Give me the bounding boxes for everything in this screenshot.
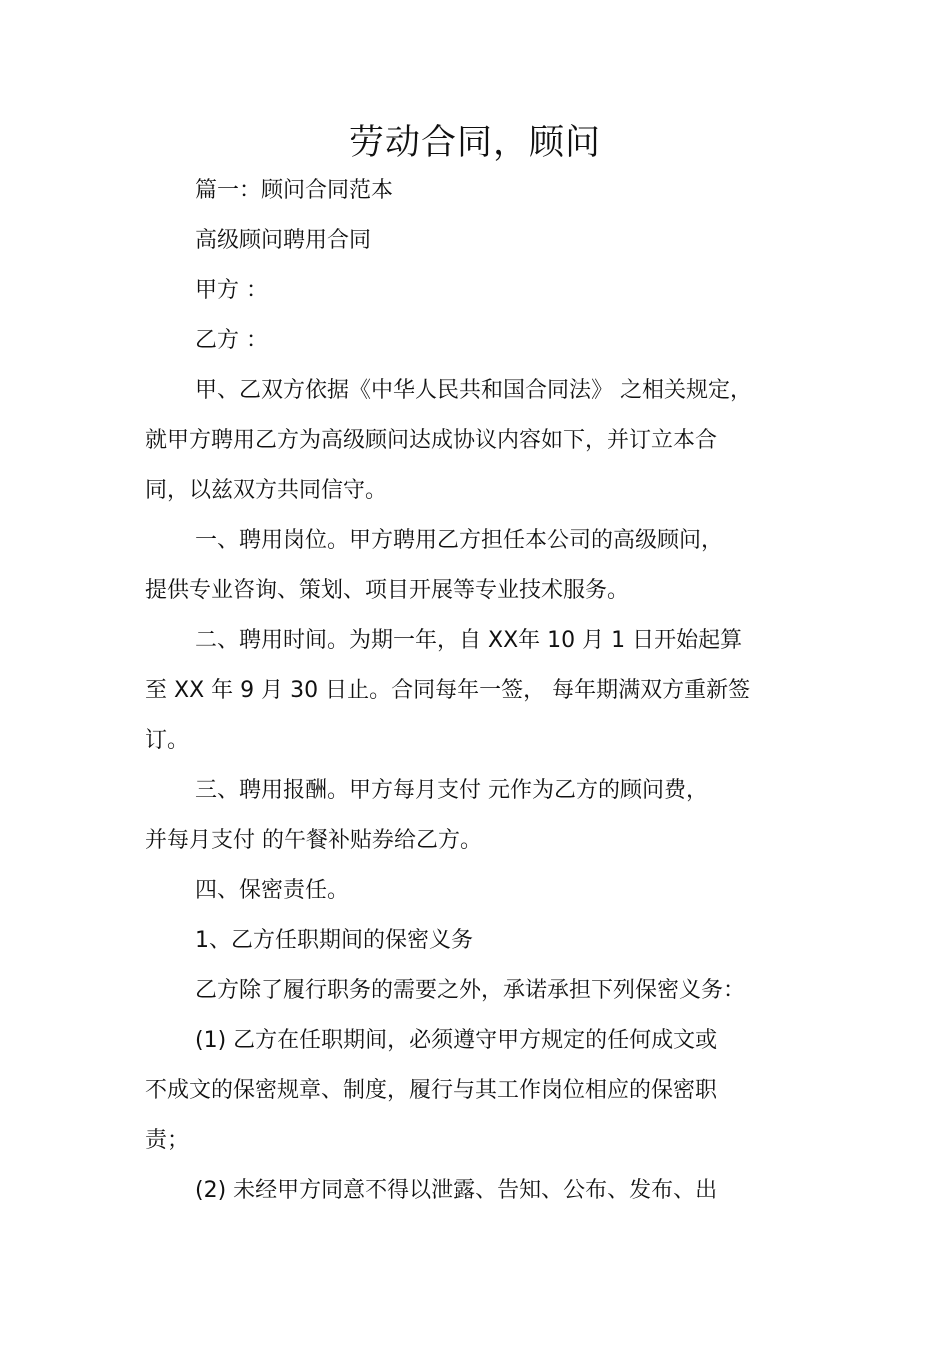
paragraph-line: 提供专业咨询、策划、项目开展等专业技术服务。 bbox=[145, 578, 630, 603]
paragraph-line: 乙方除了履行职务的需要之外，承诺承担下列保密义务： bbox=[195, 978, 746, 1003]
list-item: (2) 未经甲方同意不得以泄露、告知、公布、发布、出 bbox=[195, 1178, 718, 1203]
clause-position: 一、聘用岗位。甲方聘用乙方担任本公司的高级顾问， bbox=[195, 528, 724, 553]
paragraph-line: 就甲方聘用乙方为高级顾问达成协议内容如下，并订立本合 bbox=[145, 428, 718, 453]
document-title: 劳动合同，顾问 bbox=[348, 123, 601, 163]
paragraph-line: 并每月支付 的午餐补贴券给乙方。 bbox=[145, 828, 482, 853]
paragraph-line: 同，以兹双方共同信守。 bbox=[145, 478, 388, 503]
paragraph-line: 责； bbox=[145, 1128, 190, 1153]
list-item: (1) 乙方在任职期间，必须遵守甲方规定的任何成文或 bbox=[195, 1028, 718, 1053]
paragraph-line: 甲、乙双方依据《中华人民共和国合同法》 之相关规定， bbox=[195, 378, 752, 403]
clause-confidentiality: 四、保密责任。 bbox=[195, 878, 350, 903]
paragraph-line: 订。 bbox=[145, 728, 190, 753]
contract-title: 高级顾问聘用合同 bbox=[195, 228, 372, 253]
party-b-field: 乙方 ： bbox=[195, 328, 268, 353]
party-a-field: 甲方 ： bbox=[195, 278, 268, 303]
clause-remuneration: 三、聘用报酬。甲方每月支付 元作为乙方的顾问费， bbox=[195, 778, 708, 803]
clause-term: 二、聘用时间。为期一年，自 XX年 10 月 1 日开始起算 bbox=[195, 628, 743, 653]
paragraph-line: 不成文的保密规章、制度，履行与其工作岗位相应的保密职 bbox=[145, 1078, 718, 1103]
section-heading: 篇一：顾问合同范本 bbox=[195, 178, 394, 203]
subclause-heading: 1、乙方任职期间的保密义务 bbox=[195, 928, 473, 953]
paragraph-line: 至 XX 年 9 月 30 日止。合同每年一签， 每年期满双方重新签 bbox=[145, 678, 751, 703]
